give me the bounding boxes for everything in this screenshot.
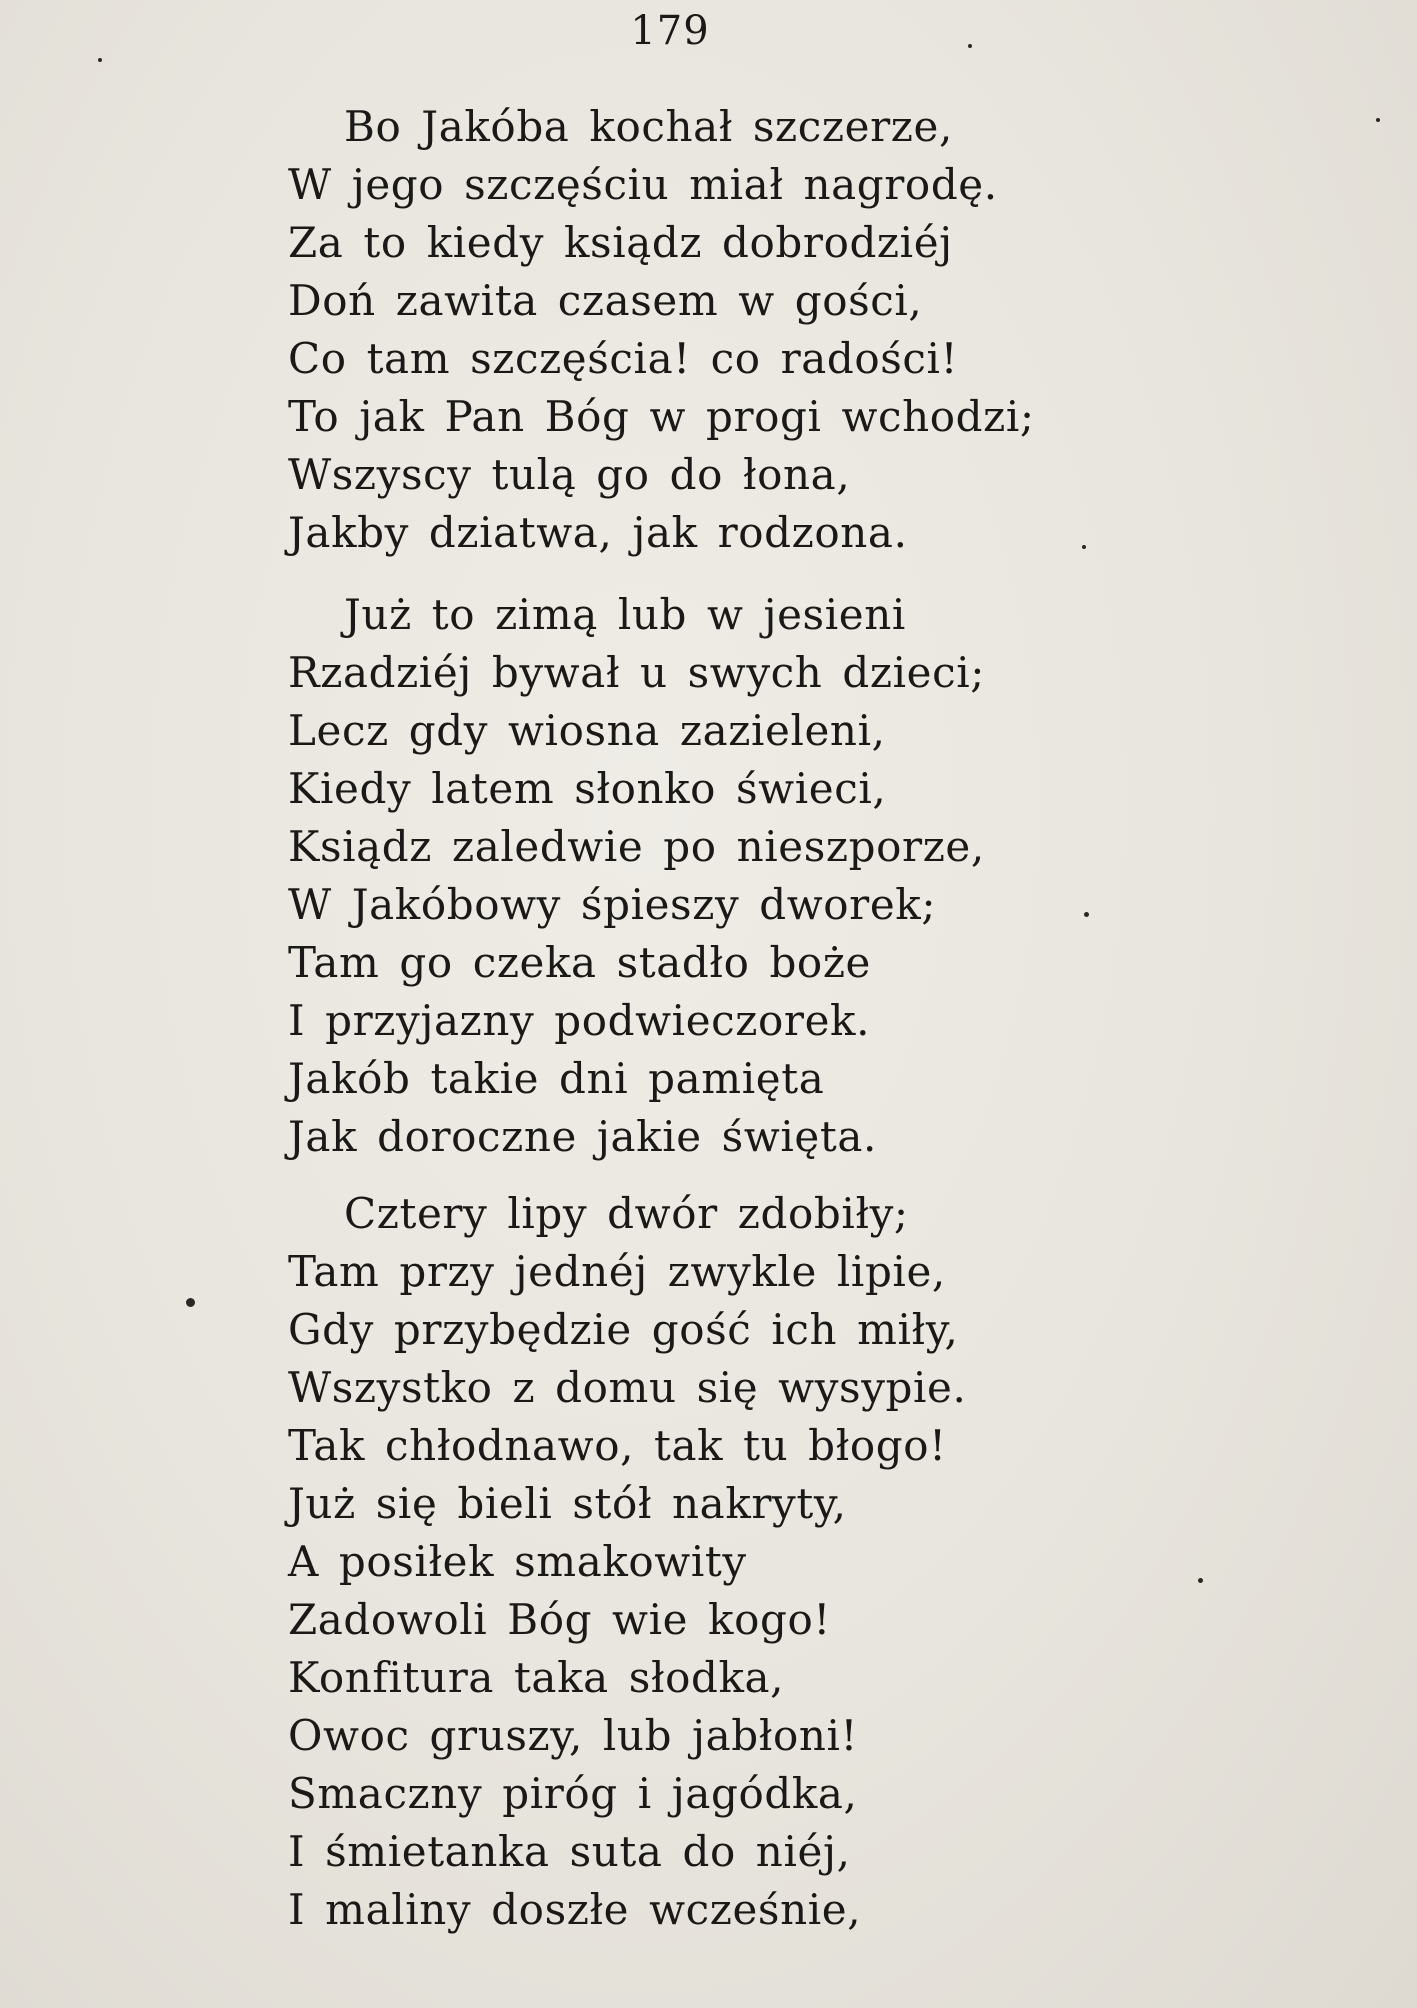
verse-line: Za to kiedy ksiądz dobrodziéj xyxy=(288,218,953,267)
verse-line: Wszyscy tulą go do łona, xyxy=(288,450,851,499)
paper-speck xyxy=(1198,1578,1203,1583)
paper-speck xyxy=(968,44,972,48)
verse-line: Tak chłodnawo, tak tu błogo! xyxy=(288,1421,947,1470)
paper-speck xyxy=(186,1298,195,1307)
stanza-3 xyxy=(288,1185,966,1939)
verse-line: Jakby dziatwa, jak rodzona. xyxy=(288,508,908,557)
verse-line: Wszystko z domu się wysypie. xyxy=(288,1363,967,1412)
verse-line: Jak doroczne jakie święta. xyxy=(288,1112,877,1161)
verse-line: I przyjazny podwieczorek. xyxy=(288,996,871,1045)
verse-line: Rzadziéj bywał u swych dzieci; xyxy=(288,648,985,697)
verse-line: W Jakóbowy śpieszy dworek; xyxy=(288,880,937,929)
verse-line: W jego szczęściu miał nagrodę. xyxy=(288,160,998,209)
verse-line: Już się bieli stół nakryty, xyxy=(288,1479,847,1528)
page-number: 179 xyxy=(630,8,710,54)
verse-line: I śmietanka suta do niéj, xyxy=(288,1827,851,1876)
stanza-1 xyxy=(288,98,1035,562)
verse-line: Kiedy latem słonko świeci, xyxy=(288,764,887,813)
verse-line: Tam go czeka stadło boże xyxy=(288,938,872,987)
verse-line: Zadowoli Bóg wie kogo! xyxy=(288,1595,831,1644)
verse-line: Smaczny piróg i jagódka, xyxy=(288,1769,858,1818)
paper-speck xyxy=(98,58,102,62)
verse-line: Konfitura taka słodka, xyxy=(288,1653,785,1702)
verse-line: Ksiądz zaledwie po nieszporze, xyxy=(288,822,985,871)
verse-line: Już to zimą lub w jesieni xyxy=(344,590,906,639)
verse-line: Tam przy jednéj zwykle lipie, xyxy=(288,1247,946,1296)
paper-speck xyxy=(1084,912,1089,917)
verse-line: I maliny doszłe wcześnie, xyxy=(288,1885,862,1934)
verse-line: Owoc gruszy, lub jabłoni! xyxy=(288,1711,859,1760)
verse-line: Co tam szczęścia! co radości! xyxy=(288,334,959,383)
verse-line: Gdy przybędzie gość ich miły, xyxy=(288,1305,959,1354)
verse-line: Lecz gdy wiosna zazieleni, xyxy=(288,706,886,755)
verse-line: A posiłek smakowity xyxy=(288,1537,747,1586)
verse-line: Bo Jakóba kochał szczerze, xyxy=(344,102,953,151)
verse-line: Cztery lipy dwór zdobiły; xyxy=(344,1189,909,1238)
paper-speck xyxy=(1376,118,1380,122)
stanza-2 xyxy=(288,586,985,1166)
paper-speck xyxy=(1082,545,1086,549)
verse-line: To jak Pan Bóg w progi wchodzi; xyxy=(288,392,1035,441)
verse-line: Doń zawita czasem w gości, xyxy=(288,276,923,325)
verse-line: Jakób takie dni pamięta xyxy=(288,1054,825,1103)
